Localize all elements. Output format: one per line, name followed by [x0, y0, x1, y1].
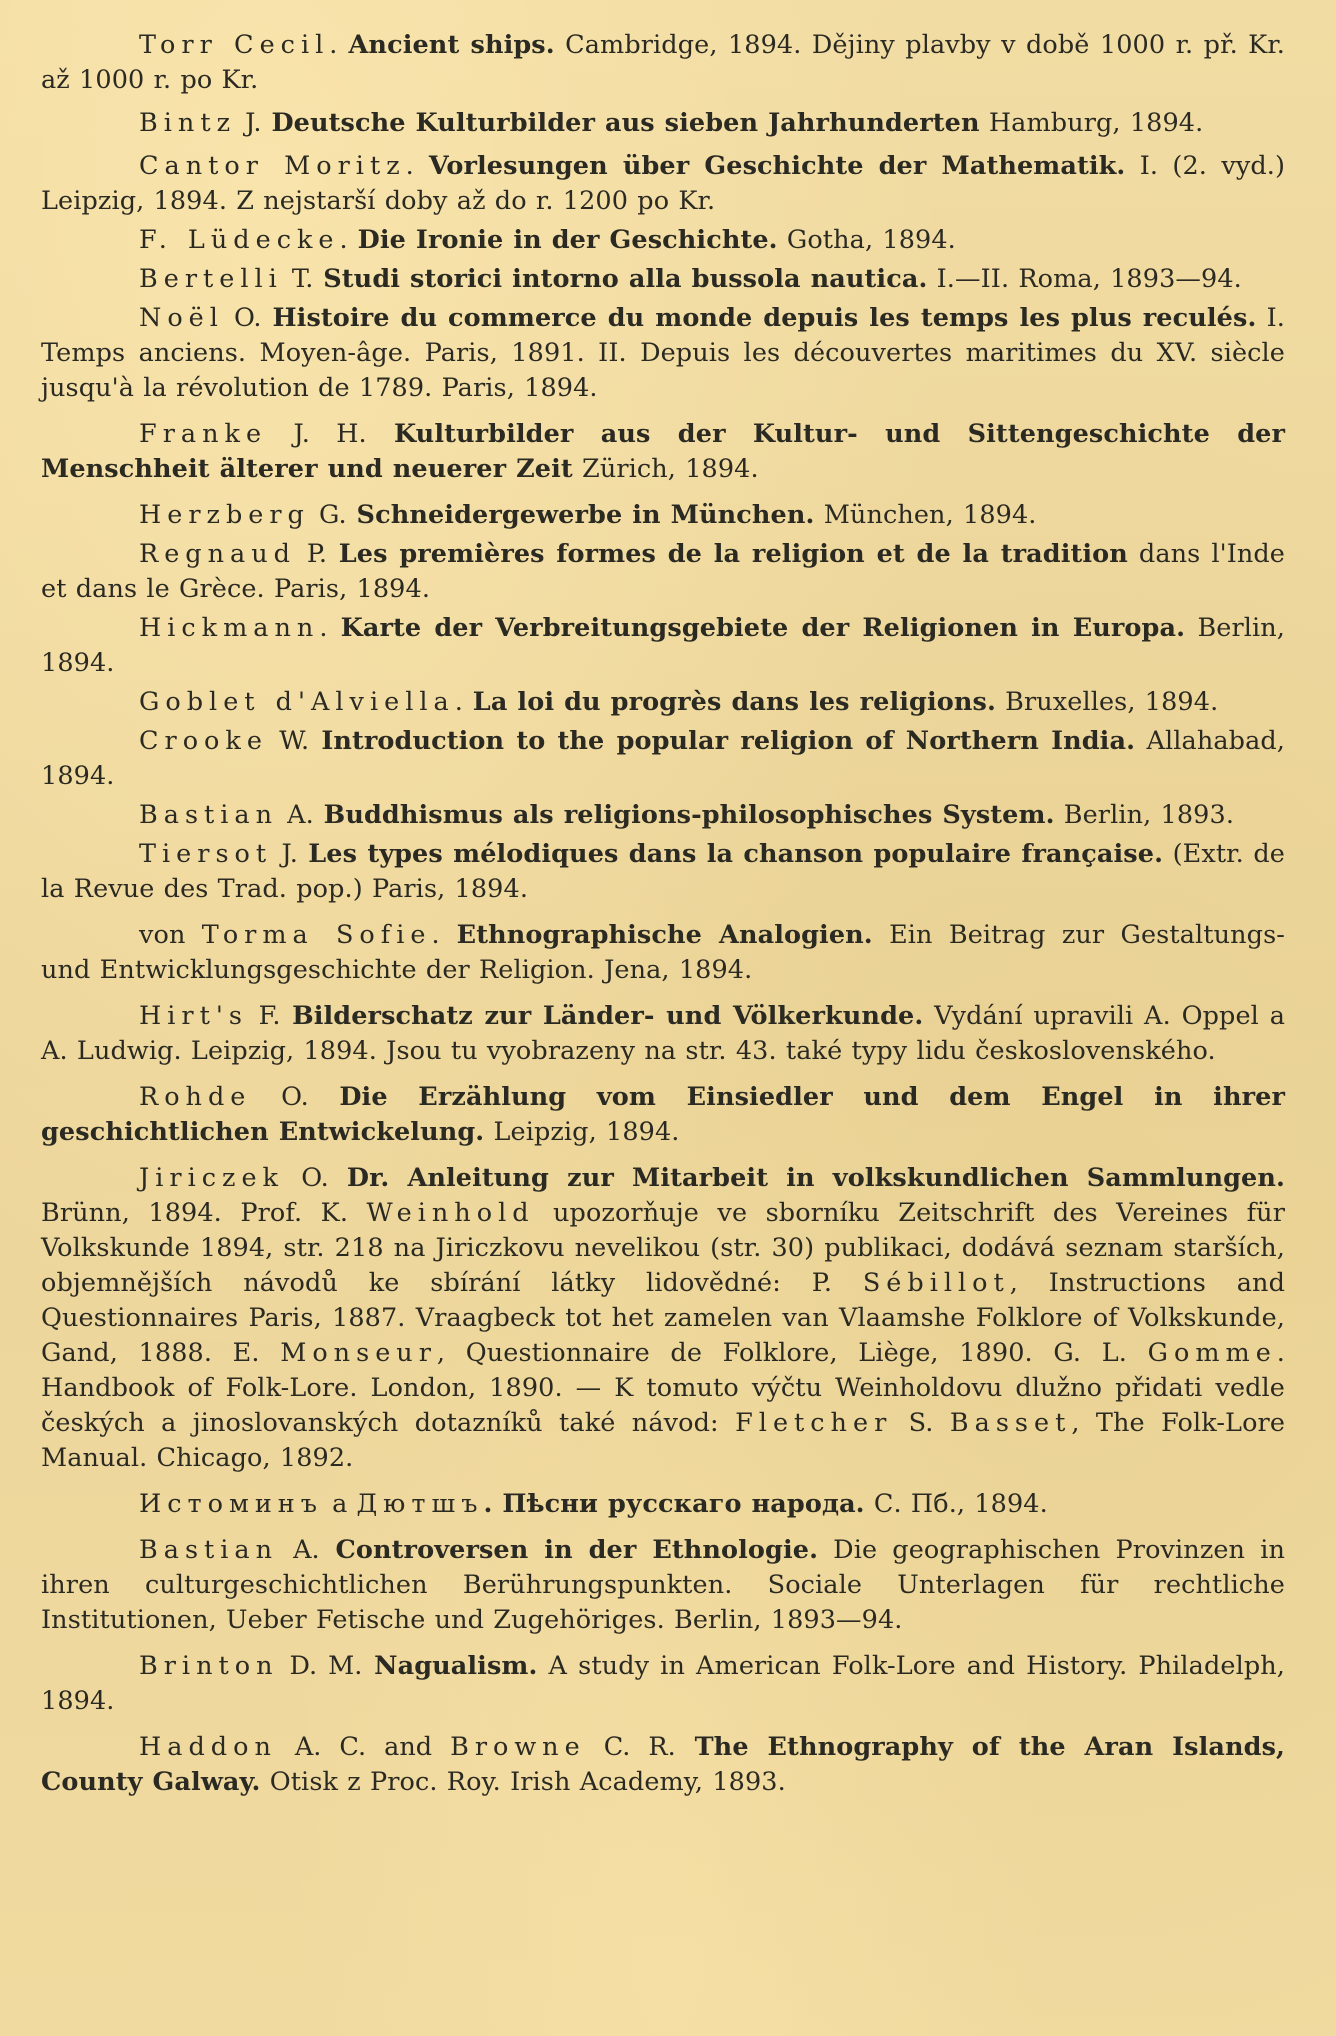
- entry-title: Karte der Verbreitungsgebiete der Religionen in Europa.: [327, 613, 1186, 643]
- bibliography-entry-crooke: [41, 724, 1285, 794]
- entry-details: , Questionnaire de Folklore, Liège, 1890. G. L.: [436, 1338, 1148, 1368]
- entry-initials: O.: [283, 1163, 329, 1193]
- entry-initials: W.: [267, 726, 310, 756]
- entry-author: Crooke: [139, 726, 268, 756]
- entry-title: Ethnographische Analogien.: [439, 920, 873, 950]
- entry-title: Les premières formes de la religion et de la tradition: [327, 539, 1128, 569]
- entry-title: Schneidergewerbe in München.: [346, 500, 815, 530]
- bibliography-entry-bastian-buddhismus: [41, 798, 1285, 833]
- entry-initials: J.: [272, 839, 298, 869]
- bibliography-entry-regnaud: [41, 537, 1285, 607]
- entry-details: Vydání upravili A. Oppel a A. Ludwig. Leipzig, 1894. Jsou tu vyobrazeny na str. 43. také typy lidu československého.: [41, 1001, 1286, 1066]
- entry-title: Dr. Anleitung zur Mitarbeit in volkskundlichen Sammlungen.: [328, 1163, 1285, 1193]
- entry-title: Histoire du commerce du monde depuis les temps les plus reculés.: [261, 303, 1257, 333]
- entry-initials: .: [431, 920, 440, 950]
- entry-author: Brinton: [139, 1651, 279, 1681]
- entry-details: Zürich, 1894.: [572, 454, 759, 484]
- bibliography-entry-cantor: [41, 149, 1285, 219]
- entry-author: Bastian: [139, 1535, 279, 1565]
- entry-initials: A. C. and: [276, 1732, 451, 1762]
- entry-initials: F.: [247, 1001, 281, 1031]
- bibliography-entry-jiriczek: [41, 1161, 1285, 1476]
- bibliography-entry-bastian-controversen: [41, 1533, 1285, 1638]
- entry-author: Bertelli: [139, 264, 283, 294]
- entry-details: Hamburg, 1894.: [979, 108, 1204, 138]
- entry-initials: A.: [278, 1535, 320, 1565]
- entry-author: F. Lüdecke: [139, 225, 340, 255]
- entry-details: Otisk z Proc. Roy. Irish Academy, 1893.: [260, 1767, 786, 1797]
- bibliography-entry-tiersot: [41, 837, 1285, 907]
- entry-details: , Instructions and Questionnaires Paris, 1887. Vraagbeck tot het zamelen van Vlaamshe Folklore of Volkskunde, Gand, 1888. E.: [41, 1268, 1285, 1368]
- bibliography-entry-torma: [41, 918, 1285, 988]
- entry-details: Gotha, 1894.: [777, 225, 956, 255]
- entry-title: Die Ironie in der Geschichte.: [347, 225, 778, 255]
- bibliography-entry-rohde: [41, 1080, 1285, 1150]
- entry-details: I.—II. Roma, 1893—94.: [927, 264, 1242, 294]
- entry-title: Nagualism.: [362, 1651, 538, 1681]
- entry-title: Kulturbilder aus der Kultur- und Sittengeschichte der Menschheit älterer und neuerer Zeit: [41, 419, 1285, 484]
- bibliography-entry-torr: [41, 28, 1285, 98]
- entry-author-prefix: von: [139, 920, 202, 950]
- bibliography-entry-noel: [41, 301, 1285, 406]
- cited-author-fletcher: Fletcher: [735, 1408, 893, 1438]
- entry-title: Studi storici intorno alla bussola nautica.: [313, 264, 928, 294]
- entry-initials: A.: [278, 800, 314, 830]
- entry-author: Rohde: [139, 1082, 252, 1112]
- entry-author: Franke: [139, 419, 268, 449]
- bibliography-entry-herzberg: [41, 498, 1285, 533]
- bibliography-entry-bertelli: [41, 262, 1285, 297]
- entry-initials: J. H.: [267, 419, 367, 449]
- entry-details: Cambridge, 1894. Dějiny plavby v době 1000 r. př. Kr. až 1000 r. po Kr.: [41, 30, 1286, 95]
- bibliography-entry-haddon: [41, 1730, 1285, 1800]
- entry-author: Hickmann: [139, 613, 320, 643]
- entry-author-2: Дютшъ: [356, 1489, 484, 1519]
- cited-author-basset: Basset: [949, 1408, 1072, 1438]
- entry-author: Hirt's: [139, 1001, 248, 1031]
- entry-author: Herzberg: [139, 500, 310, 530]
- bibliography-entry-bintz: [41, 106, 1285, 141]
- entry-details: Die geographischen Provinzen in ihren culturgeschichtlichen Berührungspunkten. Sociale Unterlagen für rechtliche Institutionen, Ueber Fetische und Zugehöriges. Berlin, 1893—94.: [41, 1535, 1285, 1635]
- entry-initials: P.: [296, 539, 327, 569]
- entry-title: Controversen in der Ethnologie.: [319, 1535, 819, 1565]
- entry-author: Jiriczek: [139, 1163, 284, 1193]
- entry-title: Les types mélodiques dans la chanson populaire française.: [297, 839, 1164, 869]
- entry-title: Buddhismus als religions-philosophisches System.: [313, 800, 1055, 830]
- entry-initials: J.: [236, 108, 262, 138]
- entry-initials: T.: [282, 264, 314, 294]
- cited-author-weinhold: Weinhold: [366, 1198, 535, 1228]
- entry-initials: O.: [251, 1082, 309, 1112]
- entry-details: Berlin, 1894.: [41, 613, 1286, 678]
- entry-details: Brünn, 1894. Prof. K.: [41, 1198, 367, 1228]
- entry-title: . Пѣсни русскаго народа.: [483, 1489, 865, 1519]
- entry-author: Noël: [139, 303, 224, 333]
- bibliography-entry-goblet: [41, 685, 1285, 720]
- entry-initials: D. M.: [278, 1651, 363, 1681]
- entry-initials: .: [329, 30, 338, 60]
- entry-initials: .: [319, 613, 328, 643]
- entry-author: Bintz: [139, 108, 236, 138]
- entry-title: Vorlesungen über Geschichte der Mathematik.: [413, 151, 1126, 181]
- entry-title: La loi du progrès dans les religions.: [462, 687, 996, 717]
- entry-author: Goblet d'Alviella: [139, 687, 455, 717]
- entry-details: Leipzig, 1894.: [484, 1117, 680, 1147]
- entry-details: I. (2. vyd.) Leipzig, 1894. Z nejstarší doby až do r. 1200 po Kr.: [41, 151, 1286, 216]
- cited-author-gomme: Gomme: [1147, 1338, 1277, 1368]
- cited-author-sebillot: Sébillot: [862, 1268, 1010, 1298]
- entry-author: Torma Sofie: [201, 920, 432, 950]
- entry-initials: .: [454, 687, 463, 717]
- entry-initials: .: [339, 225, 348, 255]
- bibliography-entry-brinton: [41, 1649, 1285, 1719]
- bibliography-entry-luedecke: [41, 223, 1285, 258]
- bibliography-entry-hickmann: [41, 611, 1285, 681]
- entry-details: A study in American Folk-Lore and History. Philadelph, 1894.: [41, 1651, 1285, 1716]
- entry-initials-2: C. R.: [585, 1732, 676, 1762]
- entry-author-2: Browne: [450, 1732, 586, 1762]
- entry-initials: G.: [309, 500, 347, 530]
- entry-conjunction: а: [323, 1489, 357, 1519]
- entry-details: upozorňuje ve sborníku Zeitschrift des Vereines für Volkskunde 1894, str. 218 na Jiriczkovu nevelikou (str. 30) publikaci, dodává seznam starších, objemnějších návodů ke sbírání látky lidovědné: P.: [41, 1198, 1285, 1298]
- entry-author: Regnaud: [139, 539, 296, 569]
- entry-author: Haddon: [139, 1732, 277, 1762]
- entry-details: Bruxelles, 1894.: [995, 687, 1219, 717]
- entry-author: Tiersot: [139, 839, 273, 869]
- entry-title: Die Erzählung vom Einsiedler und dem Engel in ihrer geschichtlichen Entwickelung.: [41, 1082, 1285, 1147]
- entry-details: I. Temps anciens. Moyen-âge. Paris, 1891. II. Depuis les découvertes maritimes du XV. siècle jusqu'à la révolution de 1789. Paris, 1894.: [41, 303, 1286, 403]
- entry-author: Torr Cecil: [139, 30, 330, 60]
- entry-details: (Extr. de la Revue des Trad. pop.) Paris, 1894.: [41, 839, 1286, 904]
- entry-title: Ancient ships.: [337, 30, 555, 60]
- bibliography-entry-franke: [41, 417, 1285, 487]
- entry-initials: .: [405, 151, 414, 181]
- entry-details: dans l'Inde et dans le Grèce. Paris, 1894.: [41, 539, 1285, 604]
- entry-details: S.: [892, 1408, 950, 1438]
- entry-details: . Handbook of Folk-Lore. London, 1890. — K tomuto výčtu Weinholdovu dlužno přidati vedle českých a jinoslovanských dotazníků také návod:: [41, 1338, 1286, 1438]
- entry-details: С. Пб., 1894.: [864, 1489, 1048, 1519]
- entry-details: Ein Beitrag zur Gestaltungs- und Entwicklungsgeschichte der Religion. Jena, 1894.: [41, 920, 1285, 985]
- entry-author: Bastian: [139, 800, 279, 830]
- entry-details: Berlin, 1893.: [1054, 800, 1235, 830]
- entry-author: Истоминъ: [139, 1489, 324, 1519]
- bibliography-page: [41, 28, 1285, 1811]
- entry-details: Allahabad, 1894.: [41, 726, 1286, 791]
- entry-title: Introduction to the popular religion of Northern India.: [309, 726, 1136, 756]
- entry-author: Cantor Moritz: [139, 151, 406, 181]
- cited-author-monseur: Monseur: [280, 1338, 437, 1368]
- entry-details: München, 1894.: [814, 500, 1037, 530]
- entry-initials: O.: [223, 303, 262, 333]
- entry-title: Bilderschatz zur Länder- und Völkerkunde.: [280, 1001, 924, 1031]
- bibliography-entry-istomin: [41, 1487, 1285, 1522]
- entry-title: Deutsche Kulturbilder aus sieben Jahrhunderten: [261, 108, 980, 138]
- bibliography-entry-hirt: [41, 999, 1285, 1069]
- entry-details: , The Folk-Lore Manual. Chicago, 1892.: [41, 1408, 1286, 1473]
- entry-title: The Ethnography of the Aran Islands, County Galway.: [41, 1732, 1285, 1797]
